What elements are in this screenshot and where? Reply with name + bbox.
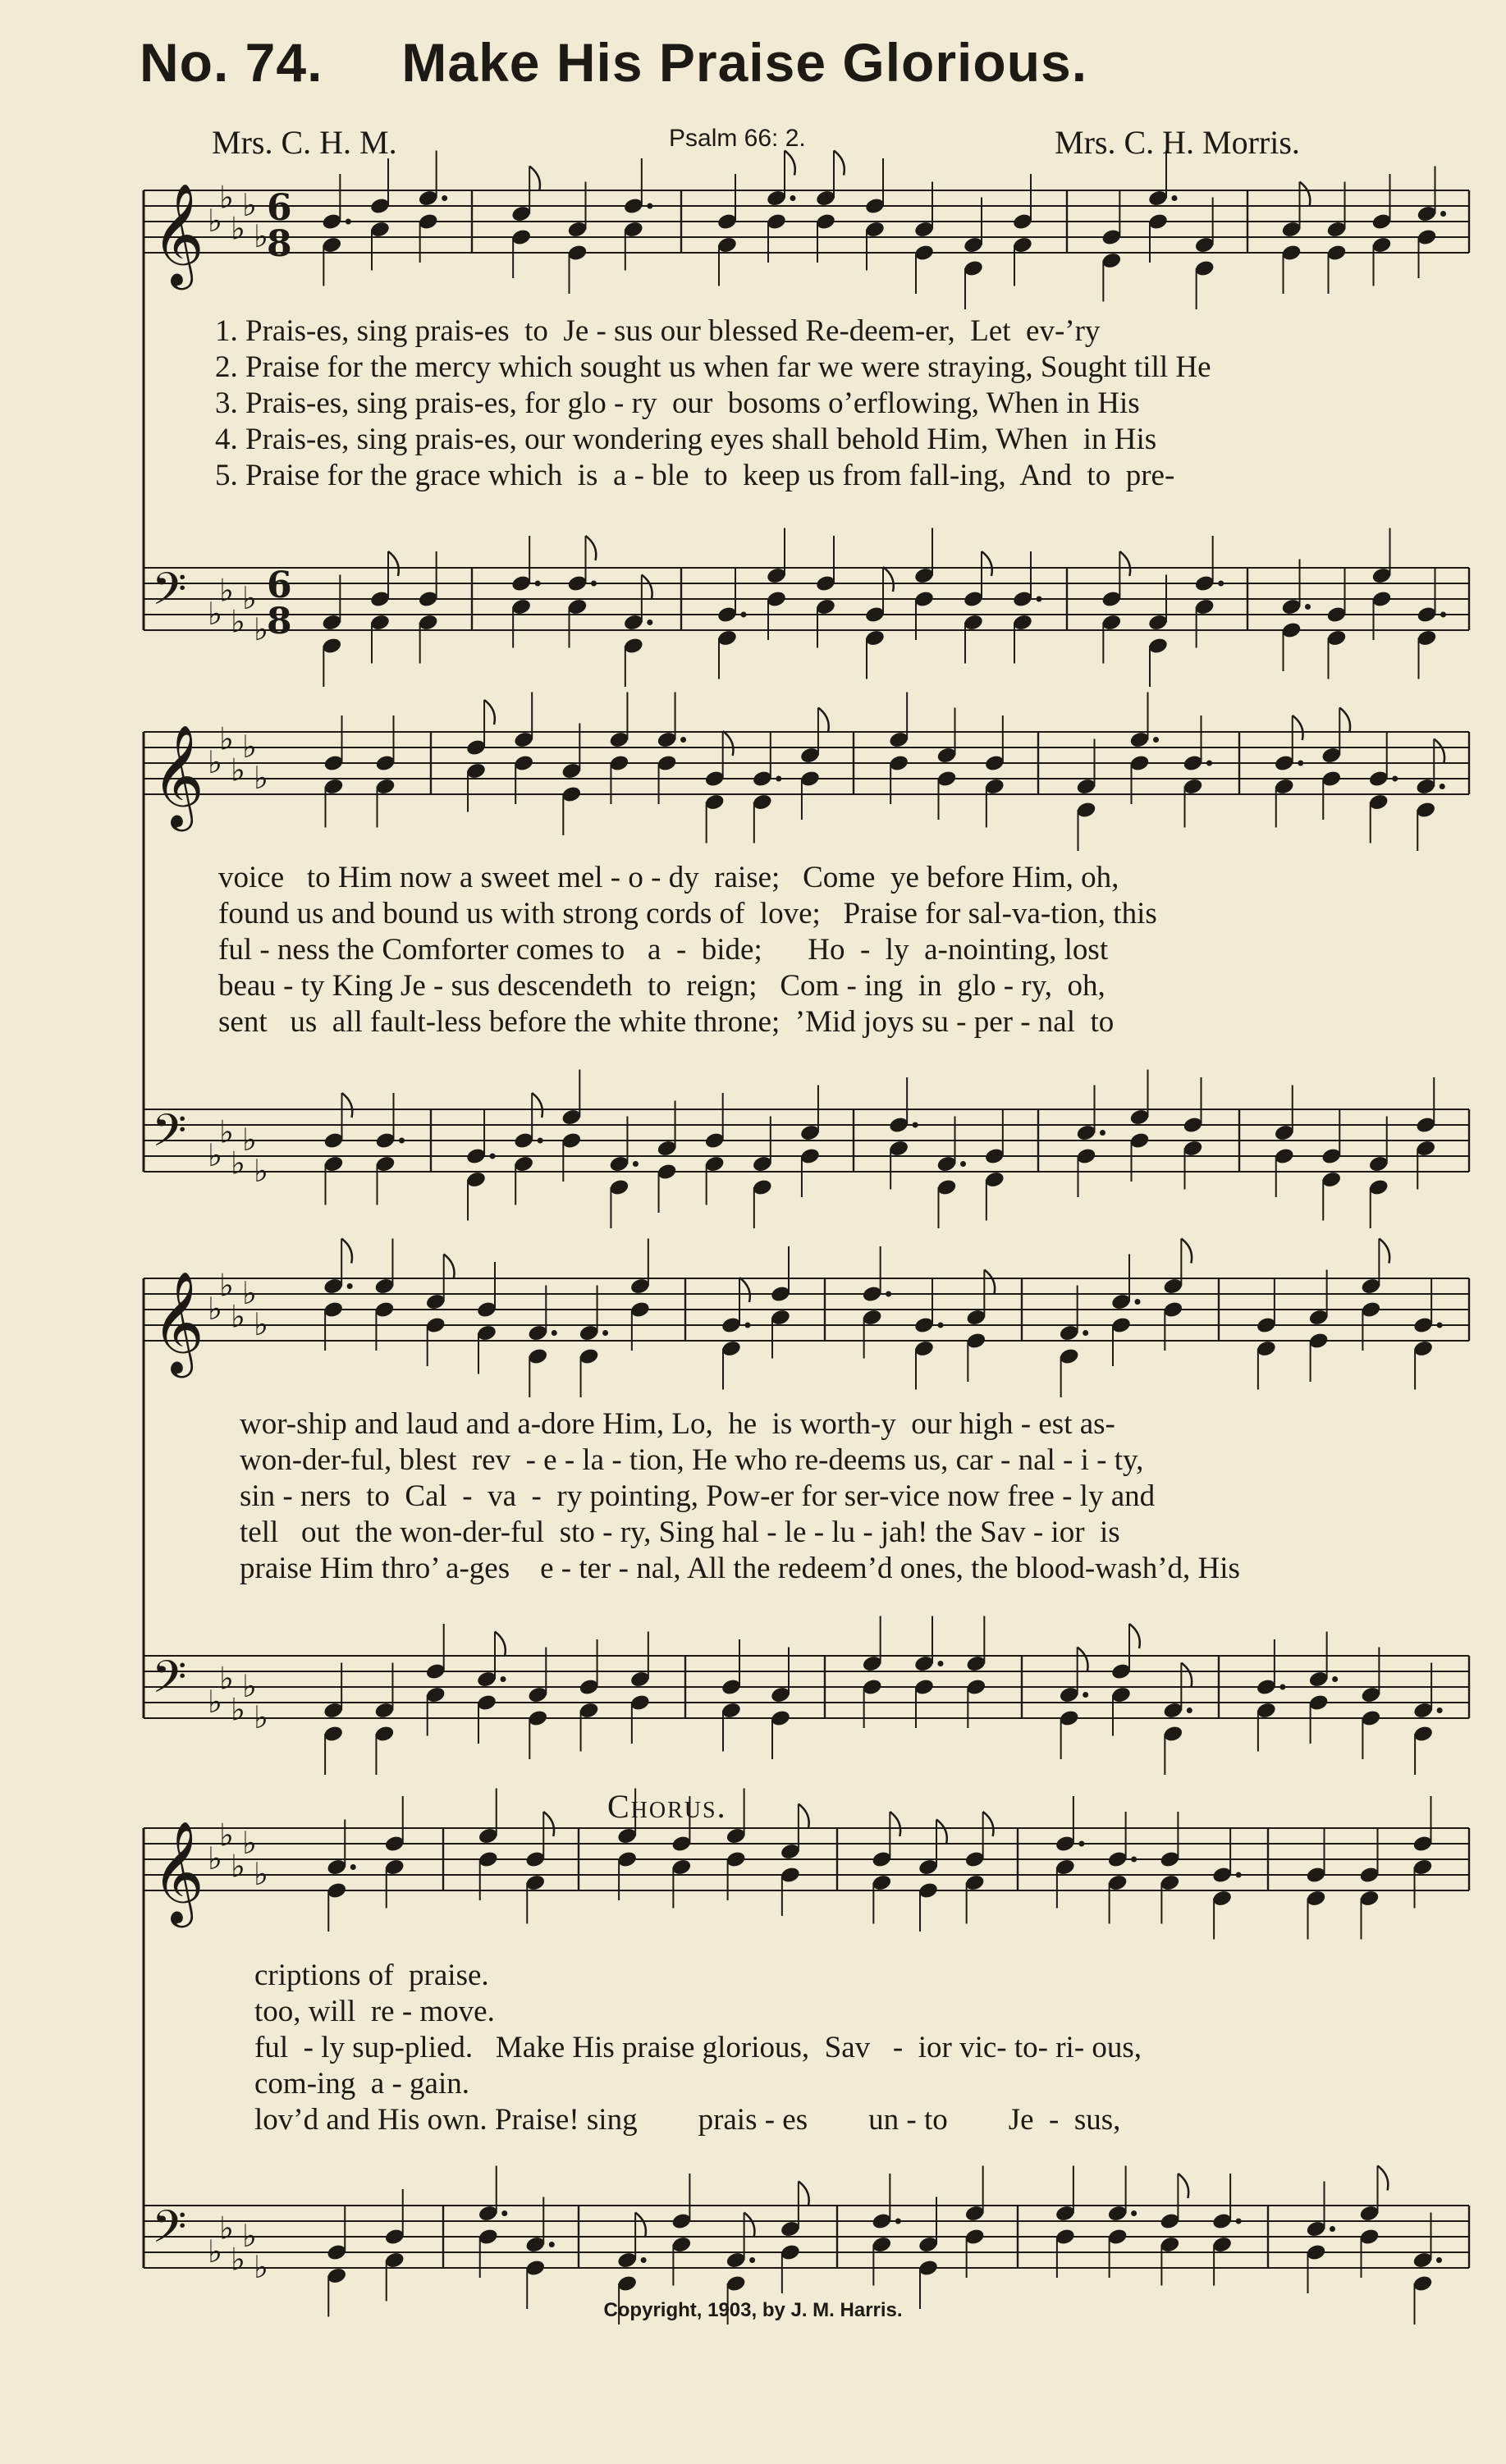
note-flag: [1181, 1663, 1192, 1688]
time-signature: 8: [267, 601, 292, 642]
dot: [633, 1161, 639, 1167]
scripture-reference: Psalm 66: 2.: [669, 125, 806, 152]
flat-icon: ♭: [254, 1699, 268, 1735]
verse-3-line-c: sin - ners to Cal - va - ry pointing, Pow-er for ser-vice now free - ly and: [240, 1479, 1156, 1513]
verse-4-line-b: beau - ty King Je - sus descendeth to reign; Com - ing in glo - ry, oh,: [218, 969, 1105, 1003]
dot: [1330, 2226, 1335, 2232]
note-flag: [818, 708, 829, 733]
flat-icon: ♭: [219, 1267, 234, 1304]
note-flag: [1339, 708, 1350, 733]
flat-icon: ♭: [254, 2249, 268, 2285]
note-flag: [635, 2213, 646, 2238]
dot: [1440, 784, 1445, 789]
flat-icon: ♭: [242, 580, 257, 616]
words-credit: Mrs. C. H. M.: [212, 124, 397, 161]
note-flag: [529, 167, 540, 191]
dot: [347, 1283, 353, 1289]
flat-icon: ♭: [254, 1153, 268, 1189]
note-flag: [495, 1632, 506, 1657]
note-flag: [532, 1093, 542, 1118]
note-flag: [1078, 1648, 1088, 1672]
dot: [535, 581, 541, 587]
note-flag: [484, 700, 495, 725]
flat-icon: ♭: [219, 1660, 234, 1697]
dot: [913, 1122, 918, 1128]
note-flag: [1119, 551, 1130, 576]
flat-icon: ♭: [231, 1848, 245, 1885]
hymn-title: Make His Praise Glorious.: [401, 32, 1088, 93]
flat-icon: ♭: [242, 729, 257, 765]
dot: [1172, 195, 1178, 201]
flat-icon: ♭: [242, 1825, 257, 1861]
dot: [745, 1323, 751, 1328]
flat-icon: ♭: [242, 1668, 257, 1704]
flat-icon: ♭: [242, 1275, 257, 1311]
flat-icon: ♭: [219, 2210, 234, 2247]
flat-icon: ♭: [219, 572, 234, 609]
dot: [938, 1323, 944, 1328]
note-flag: [1300, 182, 1311, 207]
flat-icon: ♭: [242, 187, 257, 223]
note-flag: [723, 731, 734, 756]
flat-icon: ♭: [208, 1840, 222, 1877]
dot: [1135, 1299, 1141, 1305]
dot: [602, 1330, 608, 1336]
flat-icon: ♭: [219, 1113, 234, 1150]
dot: [549, 2242, 555, 2247]
dot: [1440, 211, 1446, 217]
dot: [1131, 2210, 1137, 2216]
verse-5-line-c: praise Him thro’ a-ges e - ter - nal, All the redeem’d ones, the blood-wash’d, His: [240, 1552, 1240, 1585]
note-flag: [1178, 2174, 1188, 2198]
verse-2-line-d: too, will re - move.: [254, 1995, 495, 2028]
note-flag: [1129, 1624, 1140, 1648]
note-flag: [543, 1812, 554, 1836]
note-flag: [936, 1820, 947, 1845]
bass-clef-icon: 𝄢: [152, 563, 187, 626]
flat-icon: ♭: [208, 744, 222, 780]
note-flag: [1379, 1239, 1389, 1264]
flat-icon: ♭: [231, 1145, 245, 1182]
flat-icon: ♭: [208, 2233, 222, 2270]
dot: [552, 1330, 557, 1336]
verse-1-line-b: voice to Him now a sweet mel - o - dy raise; Come ye before Him, oh,: [218, 861, 1119, 894]
verse-1-line-c: wor-ship and laud and a-dore Him, Lo, he is worth-y our high - est as-: [240, 1407, 1115, 1441]
treble-clef-icon: 𝄞: [152, 1271, 204, 1374]
dot: [1100, 1130, 1105, 1136]
note-flag: [799, 2182, 809, 2206]
dot: [790, 195, 796, 201]
flat-icon: ♭: [231, 1691, 245, 1728]
dot: [1218, 581, 1224, 587]
note-flag: [739, 1278, 750, 1302]
verse-4-line-d: com-ing a - gain.: [254, 2067, 469, 2101]
note-flag: [984, 1270, 995, 1295]
dot: [501, 2210, 507, 2216]
flat-icon: ♭: [254, 1306, 268, 1342]
treble-clef-icon: 𝄞: [152, 1821, 204, 1923]
dot: [749, 2257, 755, 2263]
verse-5-line-d: lov’d and His own. Praise! sing prais - es un - to Je - sus,: [254, 2103, 1121, 2137]
flat-icon: ♭: [219, 1817, 234, 1854]
verse-2-line-a: 2. Praise for the mercy which sought us when far we were straying, Sought till He: [215, 350, 1211, 384]
note-flag: [1434, 739, 1444, 764]
dot: [1083, 1692, 1088, 1698]
dot: [680, 737, 686, 743]
dot: [591, 581, 597, 587]
dot: [895, 2219, 901, 2224]
bass-clef-icon: 𝄢: [152, 2201, 187, 2264]
dot: [1279, 1685, 1285, 1690]
copyright-notice: Copyright, 1903, by J. M. Harris.: [603, 2299, 903, 2321]
dot: [1440, 612, 1446, 618]
flat-icon: ♭: [254, 1856, 268, 1892]
note-flag: [982, 551, 992, 576]
note-flag: [642, 575, 652, 600]
dot: [350, 1864, 356, 1870]
dot: [1206, 761, 1212, 766]
note-flag: [744, 2213, 755, 2238]
note-flag: [785, 151, 795, 176]
dot: [960, 1161, 966, 1167]
verse-4-line-c: tell out the won-der-ful sto - ry, Sing hal - le - lu - jah! the Sav - ior is: [240, 1515, 1120, 1549]
note-flag: [342, 1093, 353, 1118]
verse-1-line-a: 1. Prais-es, sing prais-es to Je - sus our blessed Re-deem-er, Let ev-’ry: [215, 314, 1101, 348]
flat-icon: ♭: [208, 203, 222, 239]
flat-icon: ♭: [254, 218, 268, 254]
dot: [442, 195, 447, 201]
treble-clef-icon: 𝄞: [152, 725, 204, 827]
dot: [647, 203, 652, 209]
verse-5-line-b: sent us all fault-less before the white throne; ’Mid joys su - per - nal to: [218, 1005, 1115, 1039]
note-flag: [586, 536, 597, 560]
dot: [1153, 737, 1159, 743]
verse-2-line-b: found us and bound us with strong cords of love; Praise for sal-va-tion, this: [218, 897, 1157, 930]
flat-icon: ♭: [242, 2218, 257, 2254]
dot: [1436, 2257, 1442, 2263]
verse-1-line-d: criptions of praise.: [254, 1959, 489, 1992]
note-flag: [388, 551, 399, 576]
verse-2-line-c: won-der-ful, blest rev - e - la - tion, He who re-deems us, car - nal - i - ty,: [240, 1443, 1144, 1477]
flat-icon: ♭: [231, 2241, 245, 2278]
dot: [1236, 1872, 1242, 1878]
dot: [1083, 1330, 1088, 1336]
dot: [346, 219, 351, 225]
bass-clef-icon: 𝄢: [152, 1104, 187, 1168]
note-flag: [341, 1239, 352, 1264]
note-flag: [1293, 715, 1303, 740]
dot: [1236, 2219, 1242, 2224]
dot: [1037, 597, 1042, 602]
dot: [1332, 1676, 1338, 1682]
treble-clef-icon: 𝄞: [152, 183, 204, 286]
dot: [490, 1154, 496, 1159]
music-credit: Mrs. C. H. Morris.: [1055, 124, 1300, 161]
note-flag: [983, 1812, 994, 1836]
flat-icon: ♭: [231, 1298, 245, 1335]
chorus-label: Chorus.: [607, 1788, 727, 1825]
flat-icon: ♭: [254, 611, 268, 647]
dot: [1305, 604, 1311, 610]
dot: [1392, 776, 1398, 782]
flat-icon: ♭: [208, 596, 222, 632]
flat-icon: ♭: [219, 720, 234, 757]
verse-4-line-a: 4. Prais-es, sing prais-es, our wondering eyes shall behold Him, When in His: [215, 423, 1157, 456]
flat-icon: ♭: [219, 179, 234, 216]
flat-icon: ♭: [208, 1684, 222, 1720]
verse-5-line-a: 5. Praise for the grace which is a - ble to keep us from fall-ing, And to pre-: [215, 459, 1175, 492]
dot: [641, 2257, 647, 2263]
time-signature: 6: [267, 565, 292, 606]
dot: [1131, 1857, 1137, 1863]
note-flag: [883, 567, 894, 592]
note-flag: [834, 151, 845, 176]
flat-icon: ♭: [231, 210, 245, 247]
flat-icon: ♭: [242, 1122, 257, 1158]
flat-icon: ♭: [254, 760, 268, 796]
dot: [538, 1138, 543, 1144]
dot: [647, 619, 652, 625]
dot: [741, 612, 747, 618]
note-flag: [444, 1255, 455, 1279]
verse-3-line-b: ful - ness the Comforter comes to a - bide; Ho - ly a-nointing, lost: [218, 933, 1109, 967]
time-signature: 6: [267, 187, 292, 229]
verse-3-line-a: 3. Prais-es, sing prais-es, for glo - ry our bosoms o’erflowing, When in His: [215, 386, 1140, 420]
note-flag: [1181, 1239, 1192, 1264]
dot: [1298, 761, 1303, 766]
note-flag: [799, 1804, 809, 1829]
dot: [886, 1291, 891, 1297]
note-flag: [890, 1812, 900, 1836]
flat-icon: ♭: [231, 603, 245, 640]
dot: [1437, 1323, 1443, 1328]
dot: [1437, 1707, 1443, 1713]
dot: [776, 776, 781, 782]
verse-3-line-d: ful - ly sup-plied. Make His praise glorious, Sav - ior vic- to- ri- ous,: [254, 2031, 1142, 2064]
note-flag: [1378, 2166, 1389, 2191]
dot: [1187, 1707, 1192, 1713]
bass-clef-icon: 𝄢: [152, 1651, 187, 1714]
time-signature: 8: [267, 223, 292, 265]
flat-icon: ♭: [208, 1291, 222, 1327]
flat-icon: ♭: [208, 1137, 222, 1173]
dot: [501, 1676, 506, 1682]
dot: [399, 1138, 405, 1144]
dot: [938, 1661, 944, 1666]
hymn-number: No. 74.: [140, 32, 323, 93]
dot: [1078, 1841, 1084, 1847]
flat-icon: ♭: [231, 752, 245, 789]
